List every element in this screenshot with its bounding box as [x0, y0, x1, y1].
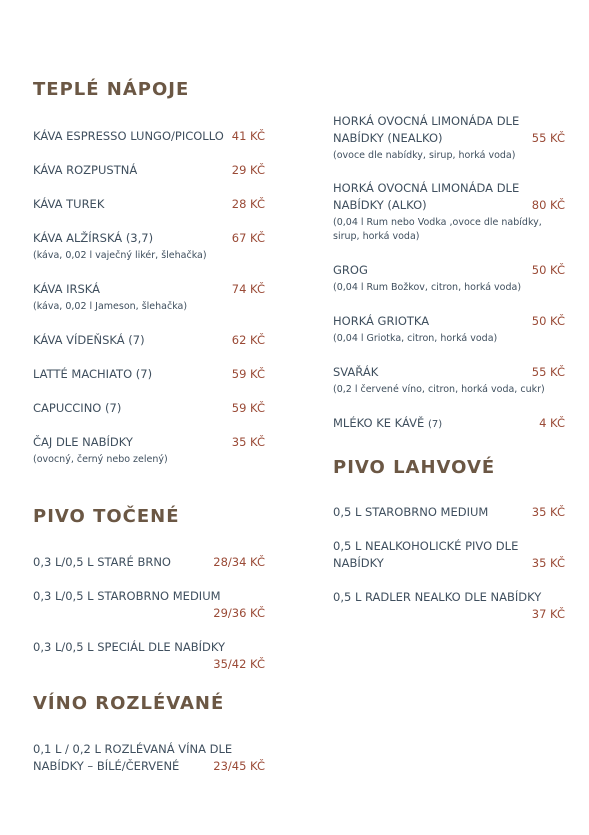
menu-item — [333, 538, 565, 572]
item-price: 35 KČ — [531, 556, 565, 570]
menu-item — [33, 434, 265, 467]
item-note: (0,04 l Rum nebo Vodka ,ovoce dle nabídky, sirup, horká voda) — [333, 217, 542, 242]
item-name-suffix: (7) — [427, 419, 443, 430]
item-price: 41 KČ — [231, 129, 265, 143]
item-note: (ovoce dle nabídky, sirup, horká voda) — [333, 150, 516, 161]
item-name: 0,5 L NEALKOHOLICKÉ PIVO DLE NABÍDKY — [333, 539, 519, 570]
menu-item — [33, 554, 265, 571]
item-price: 35/42 KČ — [213, 657, 265, 671]
item-name: HORKÁ OVOCNÁ LIMONÁDA DLE NABÍDKY (NEALKO) — [333, 114, 520, 145]
item-price: 29/36 KČ — [213, 606, 265, 620]
menu-item — [333, 364, 565, 397]
item-price: 55 KČ — [531, 131, 565, 145]
menu-item — [333, 504, 565, 521]
item-name: KÁVA IRSKÁ — [33, 282, 101, 296]
menu-item — [333, 415, 565, 433]
menu-item — [333, 313, 565, 346]
item-name: KÁVA ROZPUSTNÁ — [33, 163, 138, 177]
section-title-pivo-lahvove: PIVO LAHVOVÉ — [333, 457, 496, 478]
item-price: 29 KČ — [231, 163, 265, 177]
menu-item — [333, 589, 565, 623]
item-note: (0,04 l Rum Božkov, citron, horká voda) — [333, 282, 522, 293]
item-name: KÁVA TUREK — [33, 197, 105, 211]
item-name: 0,3 L/0,5 L STARÉ BRNO — [33, 555, 171, 569]
item-name: 0,3 L/0,5 L SPECIÁL DLE NABÍDKY — [33, 640, 226, 654]
item-note: (káva, 0,02 l vaječný likér, šlehačka) — [33, 250, 207, 261]
menu-item — [33, 230, 265, 263]
item-price: 50 KČ — [531, 263, 565, 277]
item-note: (ovocný, černý nebo zelený) — [33, 454, 168, 465]
item-name: ČAJ DLE NABÍDKY — [33, 435, 133, 449]
menu-item — [33, 588, 265, 622]
item-note: (0,2 l červené víno, citron, horká voda, cukr) — [333, 384, 545, 395]
item-name: HORKÁ GRIOTKA — [333, 314, 430, 328]
item-price: 59 KČ — [231, 401, 265, 415]
item-name — [333, 415, 565, 433]
menu-item — [33, 639, 265, 673]
item-price: 59 KČ — [231, 367, 265, 381]
item-note: (0,04 l Griotka, citron, horká voda) — [333, 333, 498, 344]
menu-item — [33, 366, 265, 383]
item-name: SVAŘÁK — [333, 365, 379, 379]
item-price: 28/34 KČ — [213, 555, 265, 569]
section-title-pivo-tocene: PIVO TOČENÉ — [33, 506, 180, 527]
item-name: GROG — [333, 263, 368, 277]
menu-item — [33, 400, 265, 417]
menu-item — [33, 196, 265, 213]
section-title-vino-rozlevane: VÍNO ROZLÉVANÉ — [33, 693, 225, 714]
menu-item — [33, 128, 265, 145]
item-name-text: MLÉKO KE KÁVĚ — [333, 416, 425, 430]
section-title-teple-napoje: TEPLÉ NÁPOJE — [33, 79, 190, 100]
item-note: (káva, 0,02 l Jameson, šlehačka) — [33, 301, 188, 312]
item-price: 50 KČ — [531, 314, 565, 328]
item-name: 0,1 L / 0,2 L ROZLÉVANÁ VÍNA DLE NABÍDKY – BÍLÉ/ČERVENÉ — [33, 742, 233, 773]
item-price: 80 KČ — [531, 198, 565, 212]
item-price: 37 KČ — [531, 607, 565, 621]
item-price: 62 KČ — [231, 333, 265, 347]
menu-item — [33, 741, 265, 775]
item-price: 35 KČ — [531, 505, 565, 519]
item-name: 0,5 L STAROBRNO MEDIUM — [333, 505, 489, 519]
item-name: KÁVA ESPRESSO LUNGO/PICOLLO — [33, 129, 224, 143]
item-name: LATTÉ MACHIATO (7) — [33, 367, 153, 381]
menu-item — [333, 180, 565, 244]
menu-item — [33, 332, 265, 349]
menu-item — [333, 113, 565, 163]
item-price: 74 KČ — [231, 282, 265, 296]
item-price: 35 KČ — [231, 435, 265, 449]
item-name: CAPUCCINO (7) — [33, 401, 122, 415]
menu-item — [33, 281, 265, 314]
item-price: 28 KČ — [231, 197, 265, 211]
item-price: 67 KČ — [231, 231, 265, 245]
item-name: 0,5 L RADLER NEALKO DLE NABÍDKY — [333, 590, 542, 604]
item-price: 23/45 KČ — [213, 759, 265, 773]
item-name: HORKÁ OVOCNÁ LIMONÁDA DLE NABÍDKY (ALKO) — [333, 181, 520, 212]
item-price: 4 KČ — [539, 416, 565, 430]
item-name: KÁVA VÍDEŇSKÁ (7) — [33, 333, 145, 347]
menu-item — [333, 262, 565, 295]
menu-item — [33, 162, 265, 179]
item-name: KÁVA ALŽÍRSKÁ (3,7) — [33, 231, 154, 245]
item-price: 55 KČ — [531, 365, 565, 379]
item-name: 0,3 L/0,5 L STAROBRNO MEDIUM — [33, 589, 221, 603]
